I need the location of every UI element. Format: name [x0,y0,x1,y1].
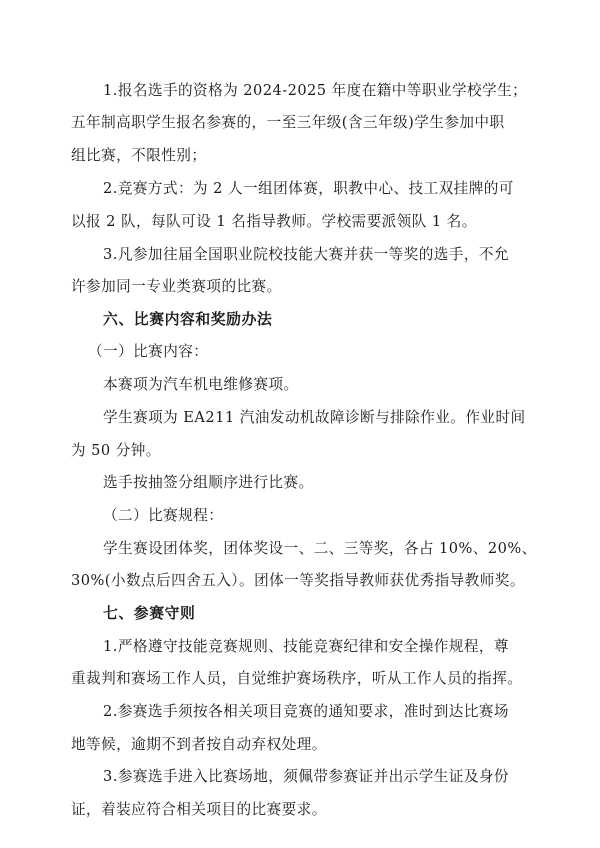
content-line-3: 为 50 分钟。 [71,442,161,459]
conduct-2-line-1: 2.参赛选手须按各相关项目竞赛的通知要求，准时到达比赛场 [103,703,509,720]
conduct-1-line-1: 1.严格遵守技能竞赛规则、技能竞赛纪律和安全操作规程，尊 [103,638,509,655]
subsection-2-title: （二）比赛规程： [103,507,224,524]
rule-1-line-2: 五年制高职学生报名参赛的，一至三年级(含三年级)学生参加中职 [71,114,505,131]
section-6-heading: 六、比赛内容和奖励办法 [103,311,273,328]
subsection-1-title: （一）比赛内容： [88,343,209,360]
rule-1-line-3: 组比赛，不限性别； [71,147,207,164]
conduct-3-line-1: 3.参赛选手进入比赛场地，须佩带参赛证并出示学生证及身份 [103,768,509,785]
awards-line-1: 学生赛设团体奖，团体奖设一、二、三等奖，各占 10%、20%、 [103,540,537,557]
rule-2-line-2: 以报 2 队，每队可设 1 名指导教师。学校需要派领队 1 名。 [71,213,477,230]
conduct-1-line-2: 重裁判和赛场工作人员，自觉维护赛场秩序，听从工作人员的指挥。 [71,670,523,687]
awards-line-2: 30%(小数点后四舍五入）。团体一等奖指导教师获优秀指导教师奖。 [71,572,525,589]
conduct-3-line-2: 证，着装应符合相关项目的比赛要求。 [71,801,327,818]
section-7-heading: 七、参赛守则 [103,605,196,622]
content-line-2: 学生赛项为 EA211 汽油发动机故障诊断与排除作业。作业时间 [103,409,526,426]
rule-2-line-1: 2.竞赛方式：为 2 人一组团体赛，职教中心、技工双挂牌的可 [103,180,514,197]
conduct-2-line-2: 地等候，逾期不到者按自动弃权处理。 [71,736,327,753]
rule-3-line-2: 许参加同一专业类赛项的比赛。 [71,278,282,295]
content-line-1: 本赛项为汽车机电维修赛项。 [103,376,299,393]
rule-3-line-1: 3.凡参加往届全国职业院校技能大赛并获一等奖的选手，不允 [103,246,509,263]
content-line-4: 选手按抽签分组顺序进行比赛。 [103,474,314,491]
rule-1-line-1: 1.报名选手的资格为 2024-2025 年度在籍中等职业学校学生； [103,82,528,99]
